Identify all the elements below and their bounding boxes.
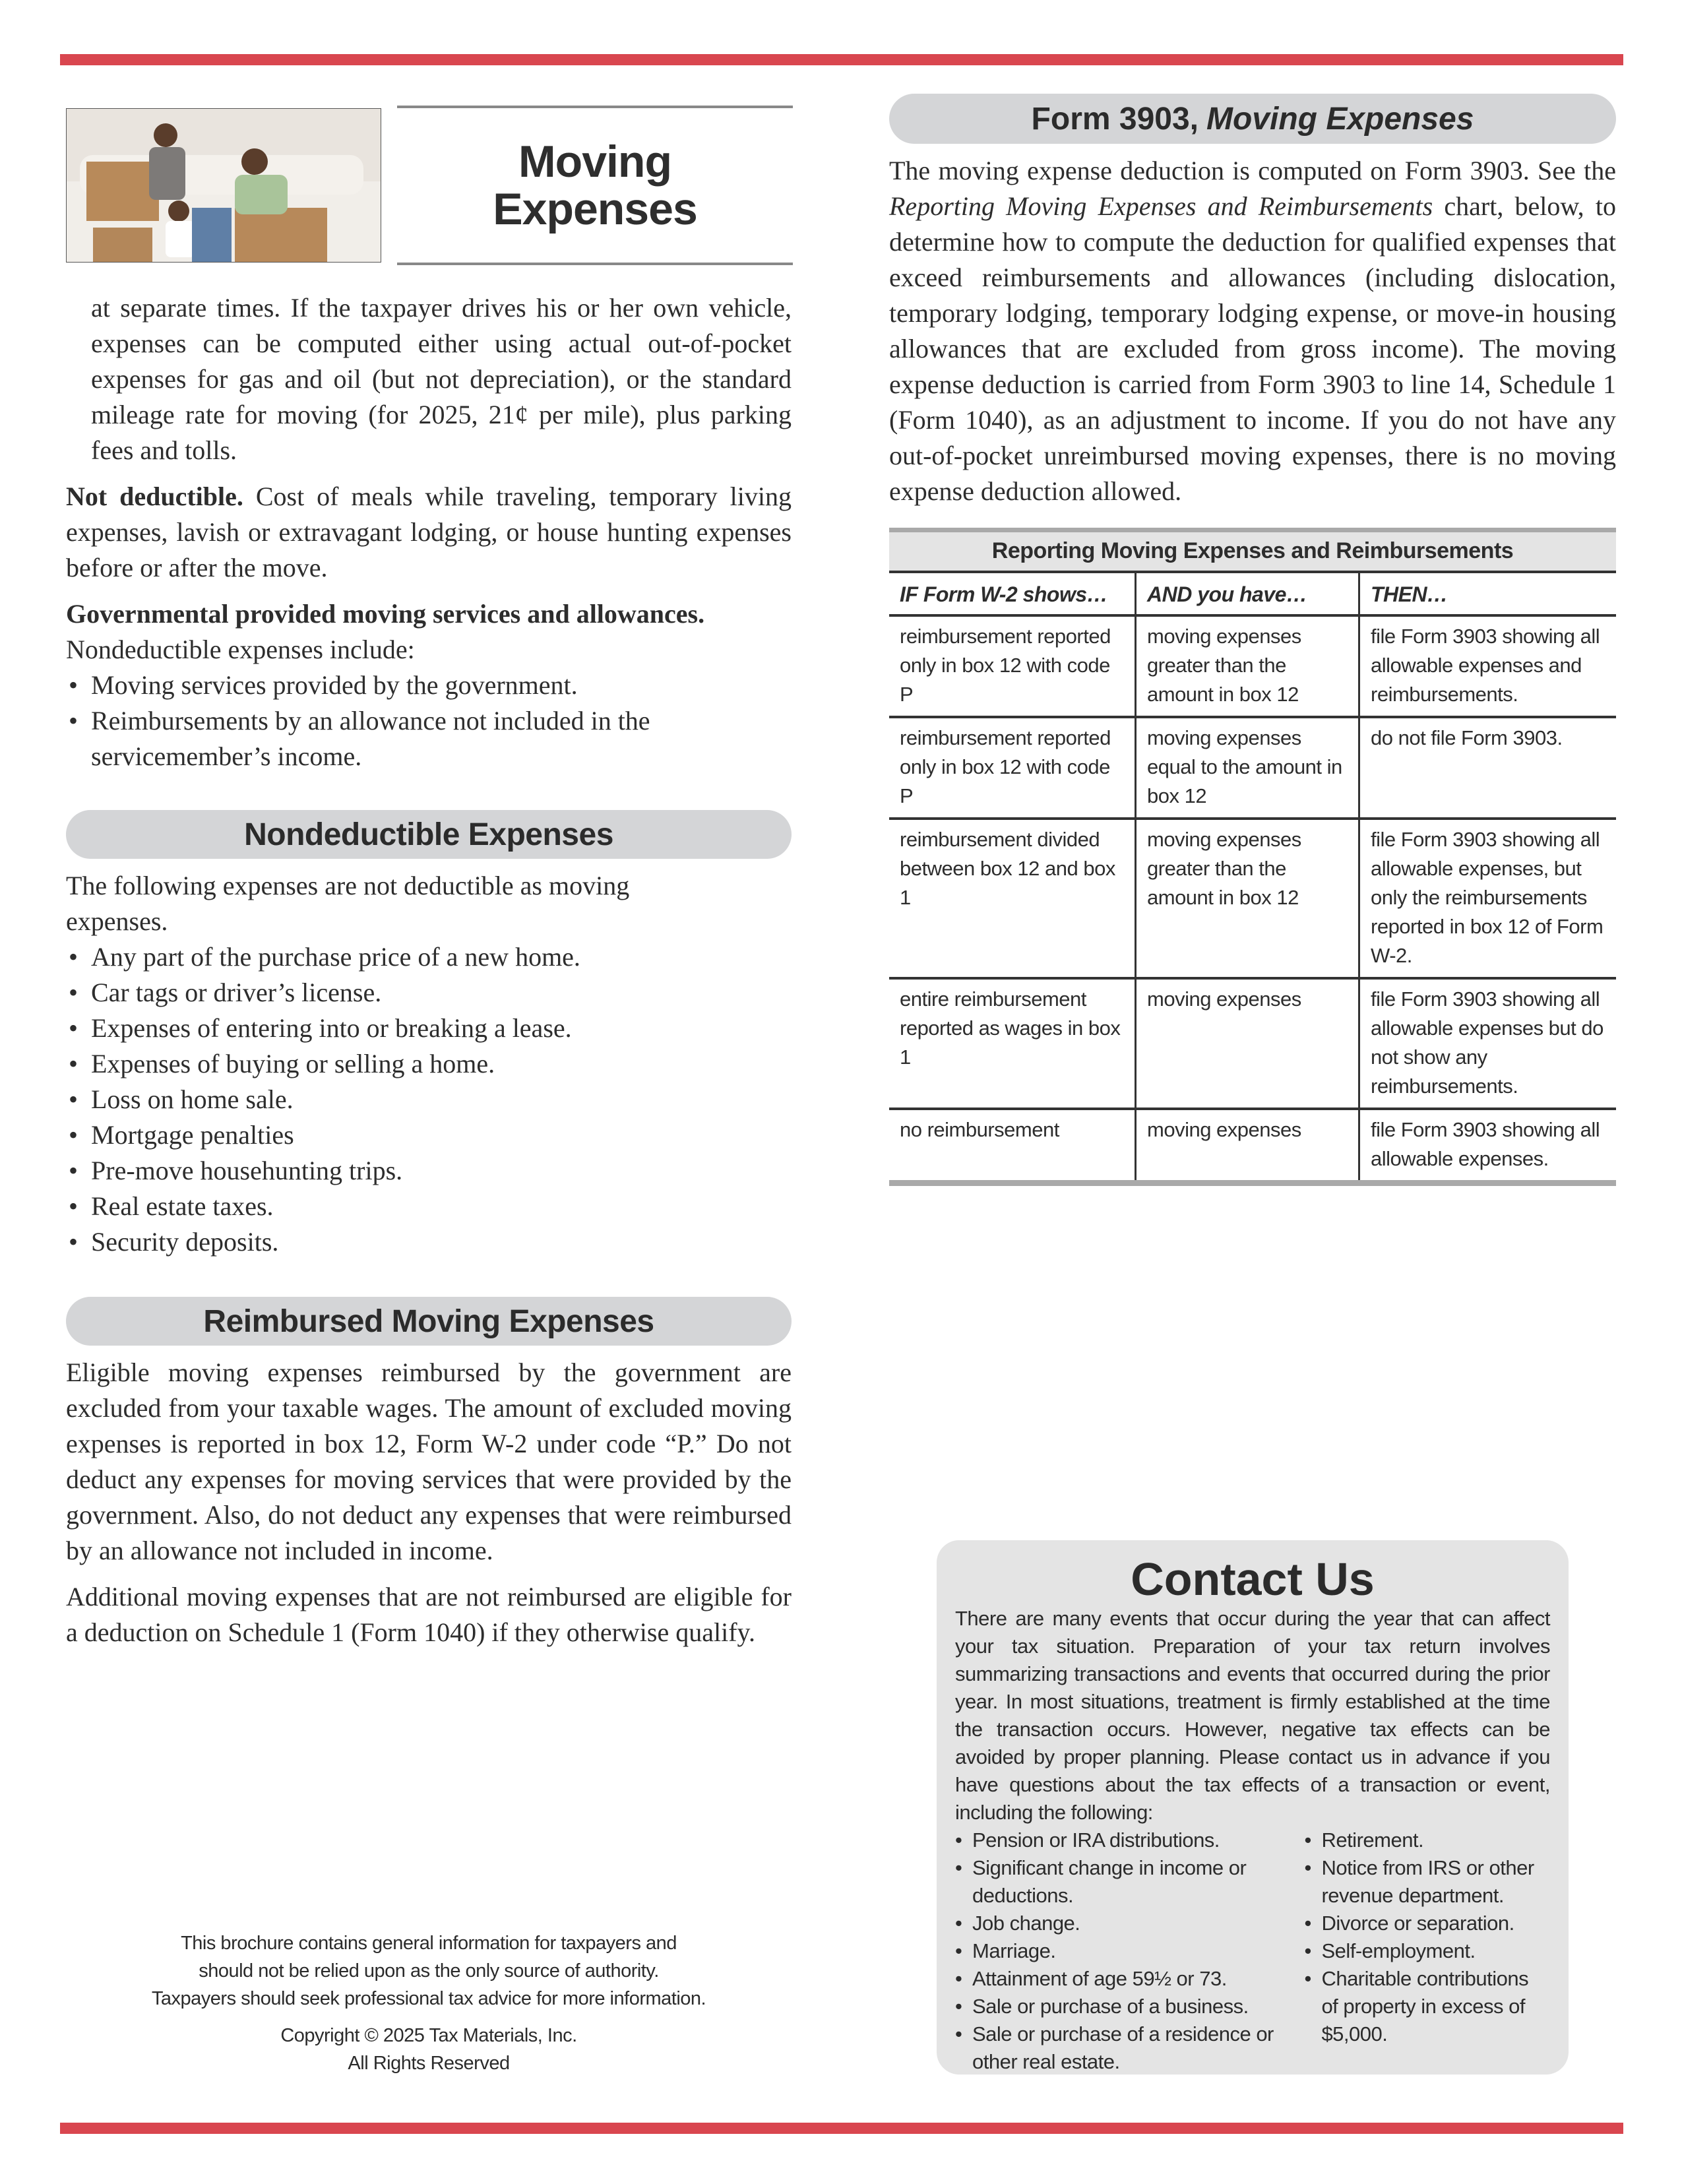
column-header: THEN…: [1359, 573, 1617, 615]
table-cell: file Form 3903 showing all allowable expenses and reimbursements.: [1359, 615, 1617, 717]
disclaimer-line: This brochure contains general information for taxpayers and: [181, 1933, 677, 1954]
left-body: [66, 290, 792, 1661]
gov-services-list: [66, 668, 792, 774]
table-row: [889, 717, 1616, 819]
not-deductible-label: Not deductible.: [66, 482, 243, 511]
list-item: • Retirement.: [1304, 1826, 1550, 1854]
contact-body: There are many events that occur during the year that can affect your tax situation. Preparation of your tax return involves summarizing transactions and events that occurred during the prior year. In most situations, treatment is firmly established at the time the transaction occurs. However, negative tax effects can be avoided by proper planning. Please contact us in advance if you have questions about the tax effects of a transaction or event, including the following:: [955, 1607, 1550, 1824]
list-item: • Expenses of entering into or breaking a lease.: [66, 1011, 792, 1046]
table-row: [889, 819, 1616, 978]
list-item: • Divorce or separation.: [1304, 1910, 1550, 1937]
list-item: • Expenses of buying or selling a home.: [66, 1046, 792, 1082]
reimbursed-paragraph-2: Additional moving expenses that are not reimbursed are eligible for a deduction on Schedule 1 (Form 1040) if they otherwise qualify.: [66, 1582, 792, 1647]
form-3903-heading: [889, 94, 1616, 144]
gov-services-text: Nondeductible expenses include:: [66, 635, 415, 664]
table-cell: no reimbursement: [889, 1109, 1136, 1183]
nondeductible-list: [66, 939, 792, 1260]
photo-illustration: [67, 109, 381, 262]
list-item: • Loss on home sale.: [66, 1082, 792, 1117]
table-header-row: [889, 573, 1616, 615]
list-item: • Significant change in income or deductions.: [955, 1854, 1304, 1910]
column-header: AND you have…: [1136, 573, 1359, 615]
list-item: • Mortgage penalties: [66, 1117, 792, 1153]
table-cell: moving expenses greater than the amount in box 12: [1136, 615, 1359, 717]
contact-event-lists: [955, 1826, 1550, 2076]
page-title: [493, 138, 697, 233]
list-item: • Reimbursements by an allowance not included in the servicemember’s income.: [66, 703, 792, 774]
list-item: • Marriage.: [955, 1937, 1304, 1965]
reporting-table: [889, 528, 1616, 1186]
list-item: • Notice from IRS or other revenue department.: [1304, 1854, 1550, 1910]
list-item: • Job change.: [955, 1910, 1304, 1937]
table-cell: file Form 3903 showing all allowable expenses.: [1359, 1109, 1617, 1183]
right-column: [889, 94, 1616, 1186]
copyright-text: Copyright © 2025 Tax Materials, Inc.: [280, 2025, 577, 2046]
disclaimer-line: Taxpayers should seek professional tax advice for more information.: [151, 1988, 706, 2009]
rights-text: All Rights Reserved: [348, 2053, 510, 2074]
gov-services-block: [66, 596, 792, 774]
gov-services-label: Governmental provided moving services and allowances.: [66, 599, 705, 629]
disclaimer-block: [66, 1929, 792, 2077]
vehicle-expenses-paragraph: at separate times. If the taxpayer drives his or her own vehicle, expenses can be computed either using actual out-of-pocket expenses for gas and oil (but not depreciation), or the standard mileage rate for moving (for 2025, 21¢ per mile), plus parking fees and tolls.: [91, 293, 792, 465]
disclaimer-line: should not be relied upon as the only source of authority.: [199, 1960, 659, 1981]
list-item: • Sale or purchase of a business.: [955, 1993, 1304, 2020]
contact-list-left: [955, 1826, 1304, 2076]
table-cell: file Form 3903 showing all allowable expenses, but only the reimbursements reported in box 12 of Form W-2.: [1359, 819, 1617, 978]
not-deductible-paragraph: [66, 479, 792, 586]
contact-us-box: [937, 1540, 1569, 2075]
list-item: • Sale or purchase of a residence or other real estate.: [955, 2020, 1304, 2076]
not-deductible-text: Cost of meals while traveling, temporary living expenses, lavish or extravagant lodging, or house hunting expenses before or after the move.: [66, 482, 792, 582]
family-moving-photo: [66, 108, 381, 263]
list-item: • Security deposits.: [66, 1224, 792, 1260]
table-cell: moving expenses: [1136, 978, 1359, 1109]
list-item: • Real estate taxes.: [66, 1189, 792, 1224]
list-item: • Moving services provided by the government.: [66, 668, 792, 703]
table-cell: moving expenses equal to the amount in box 12: [1136, 717, 1359, 819]
list-item: • Attainment of age 59½ or 73.: [955, 1965, 1304, 1993]
list-item: • Pre-move househunting trips.: [66, 1153, 792, 1189]
list-item: • Self-employment.: [1304, 1937, 1550, 1965]
reimbursed-paragraph-1: Eligible moving expenses reimbursed by the government are excluded from your taxable wages. The amount of excluded moving expenses is reported in box 12, Form W-2 under code “P.” Do not deduct any expenses for moving services that were provided by the government. Also, do not deduct any expenses that were reimbursed by an allowance not included in income.: [66, 1357, 792, 1565]
table-cell: reimbursement divided between box 12 and box 1: [889, 819, 1136, 978]
para-end: chart, below, to determine how to compute the deduction for qualified expenses that exceed reimbursements and allowances (including dislocation, temporary lodging, temporary lodging expense, or move-in housing allowances that are excluded from gross income). The moving expense deduction is carried from Form 3903 to line 14, Schedule 1 (Form 1040), as an adjustment to income. If you do not have any out-of-pocket unreimbursed moving expenses, there is no moving expense deduction allowed.: [889, 191, 1616, 506]
para-start: The moving expense deduction is computed on Form 3903. See the: [889, 156, 1616, 185]
form-3903-paragraph: [889, 153, 1616, 509]
top-accent-bar: [60, 54, 1623, 65]
title-line-2: Expenses: [493, 184, 697, 234]
table-row: [889, 978, 1616, 1109]
table-cell: moving expenses greater than the amount in box 12: [1136, 819, 1359, 978]
title-block: [397, 106, 793, 265]
reimbursed-heading: Reimbursed Moving Expenses: [66, 1297, 792, 1346]
contact-title: Contact Us: [1131, 1553, 1375, 1605]
table-cell: reimbursement reported only in box 12 with code P: [889, 615, 1136, 717]
list-item: • Pension or IRA distributions.: [955, 1826, 1304, 1854]
title-line-1: Moving: [518, 137, 671, 187]
table-row: [889, 1109, 1616, 1183]
form-heading-italic: Moving Expenses: [1206, 101, 1474, 137]
nondeductible-heading: Nondeductible Expenses: [66, 810, 792, 859]
table-caption: Reporting Moving Expenses and Reimbursements: [889, 528, 1616, 573]
chart-reference: Reporting Moving Expenses and Reimbursements: [889, 191, 1433, 221]
column-header: IF Form W-2 shows…: [889, 573, 1136, 615]
list-item: • Car tags or driver’s license.: [66, 975, 792, 1011]
table-cell: do not file Form 3903.: [1359, 717, 1617, 819]
table-row: [889, 615, 1616, 717]
table-cell: reimbursement reported only in box 12 with code P: [889, 717, 1136, 819]
nondeductible-intro: The following expenses are not deductible as moving expenses.: [66, 871, 630, 936]
contact-list-right: [1304, 1826, 1550, 2076]
table-cell: file Form 3903 showing all allowable expenses but do not show any reimbursements.: [1359, 978, 1617, 1109]
nondeductible-section: [66, 868, 792, 1260]
table-cell: moving expenses: [1136, 1109, 1359, 1183]
list-item: • Any part of the purchase price of a new home.: [66, 939, 792, 975]
table-cell: entire reimbursement reported as wages in box 1: [889, 978, 1136, 1109]
bottom-accent-bar: [60, 2123, 1623, 2134]
form-heading-plain: Form 3903,: [1031, 101, 1199, 137]
list-item: • Charitable contributions of property in excess of $5,000.: [1304, 1965, 1550, 2048]
